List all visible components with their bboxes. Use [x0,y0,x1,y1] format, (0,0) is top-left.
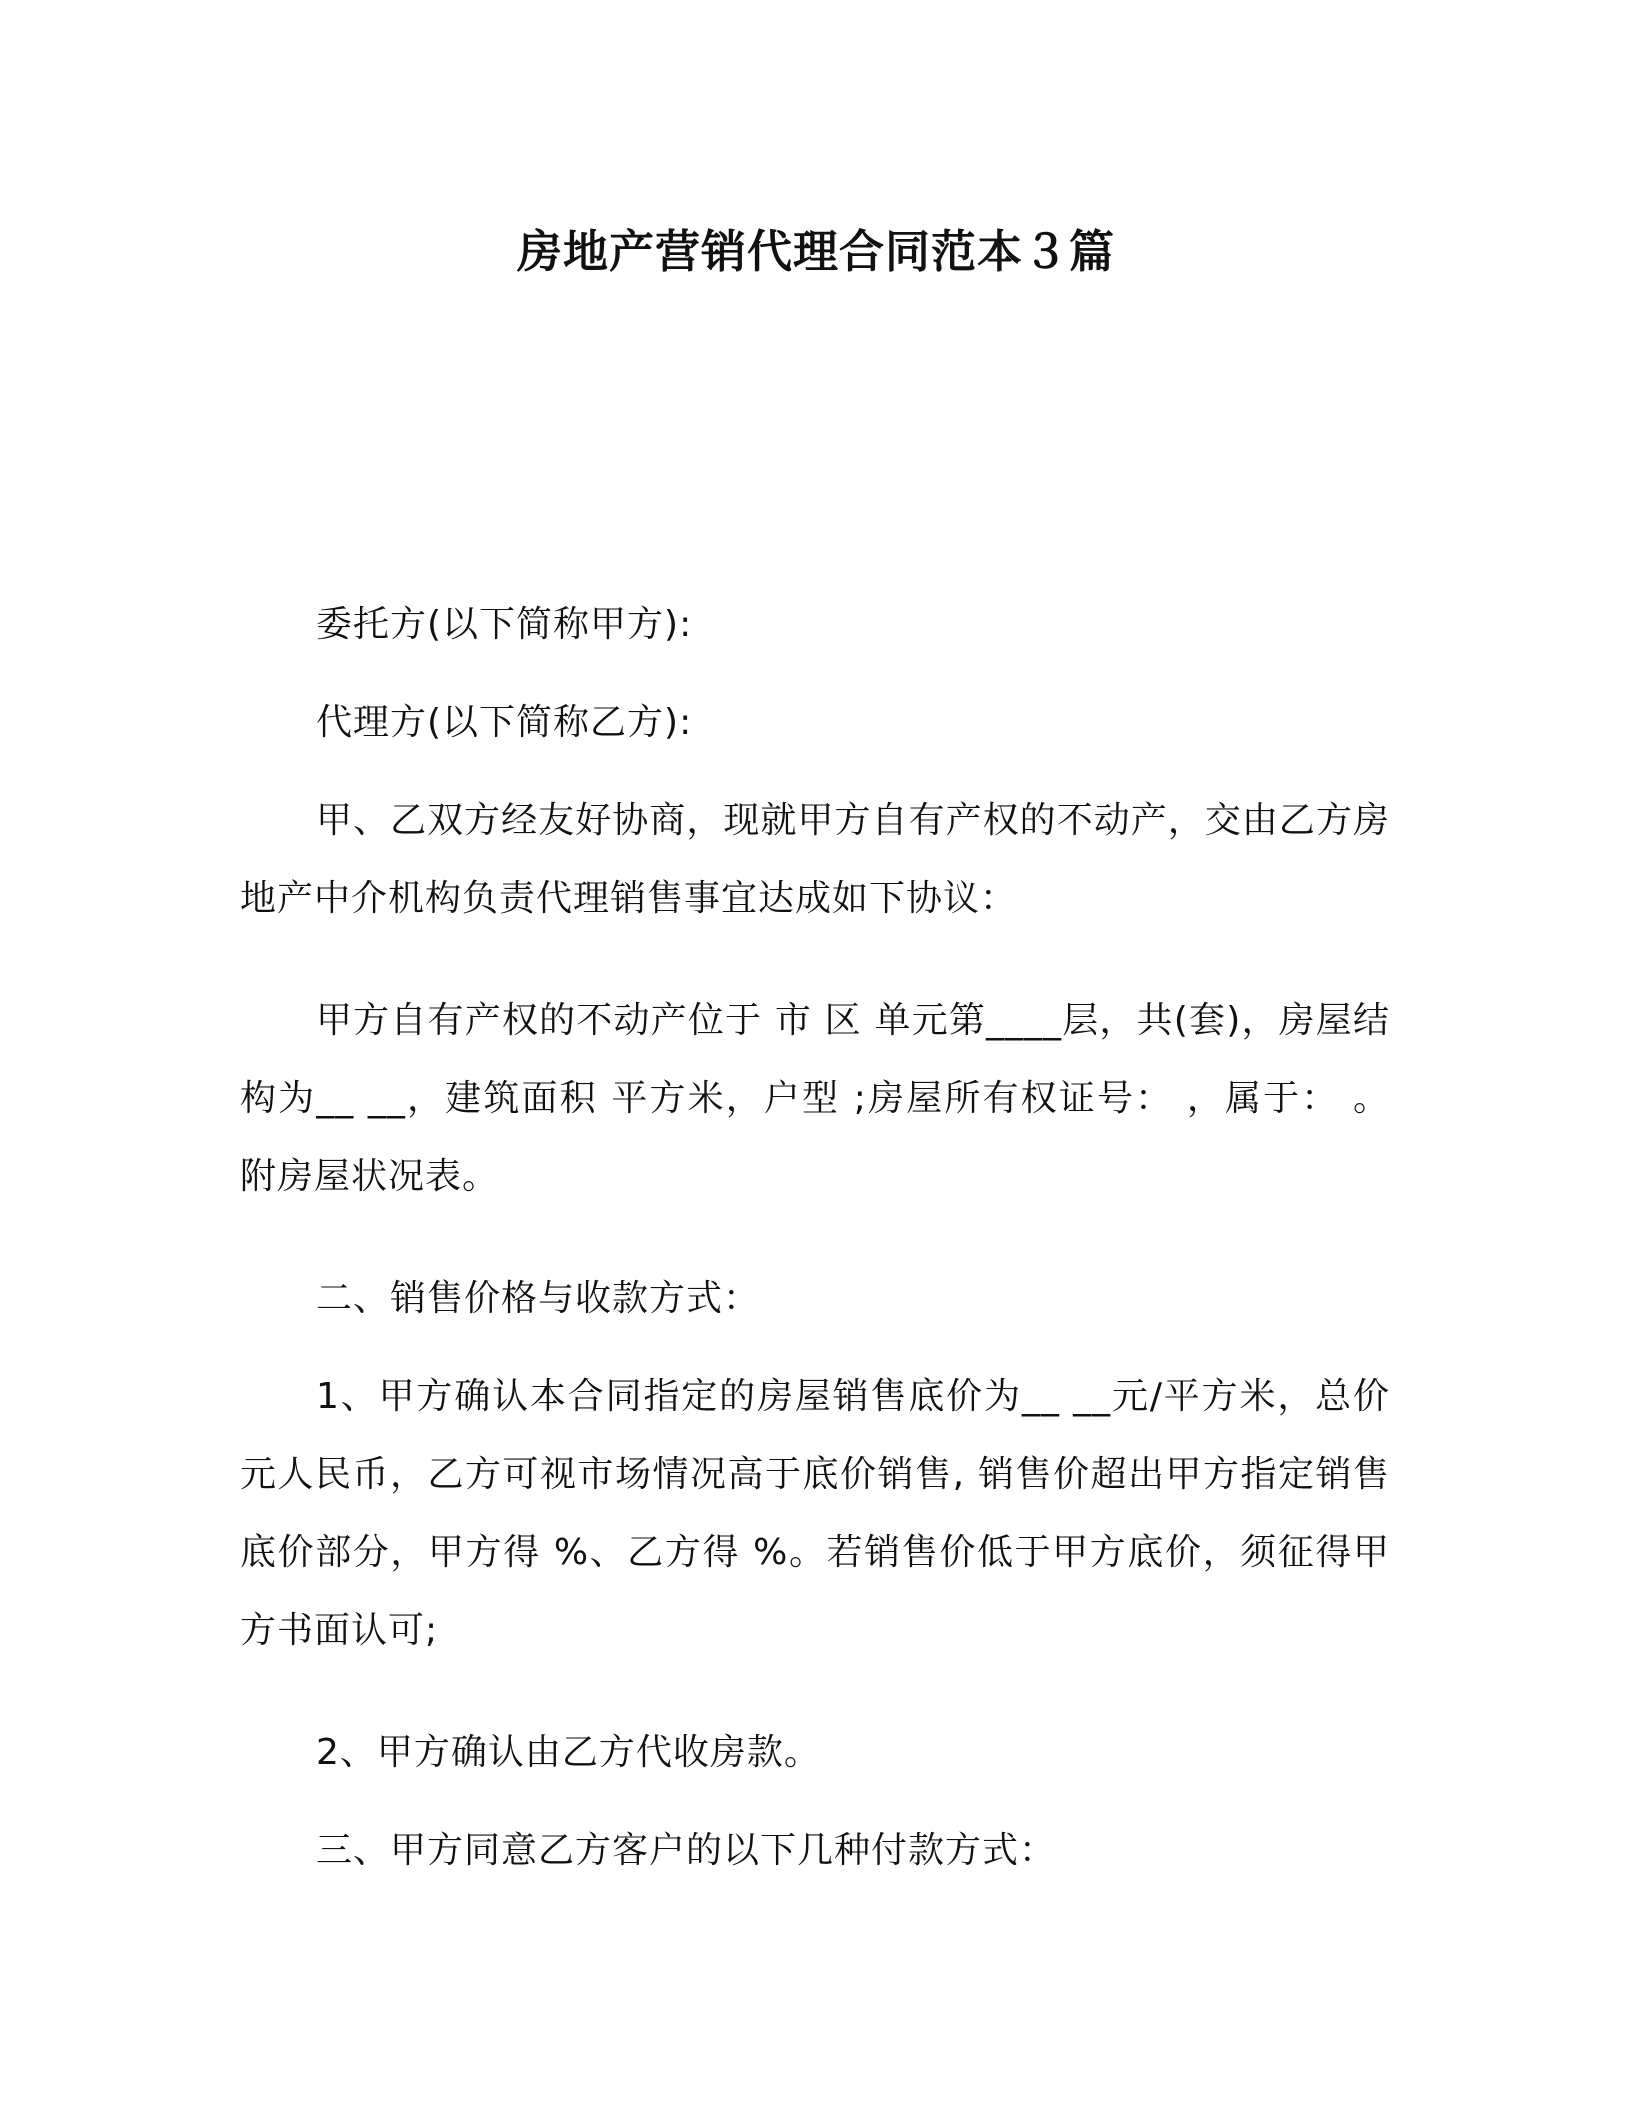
paragraph-property: 甲方自有产权的不动产位于 市 区 单元第____层，共(套)，房屋结构为__ __，建筑面积 平方米，户型 ;房屋所有权证号： ，属于： 。附房屋状况表。 [240,1000,1390,1197]
paragraph-price-1: 1、甲方确认本合同指定的房屋销售底价为__ __元/平方米，总价 元人民币，乙方可视市场情况高于底价销售, 销售价超出甲方指定销售底价部分，甲方得 %、乙方得 %。若销售价低于甲方底价，须征得甲方书面认可; [240,1376,1390,1651]
paragraph-agreement: 甲、乙双方经友好协商，现就甲方自有产权的不动产，交由乙方房地产中介机构负责代理销售事宜达成如下协议： [240,800,1390,919]
paragraph-principal: 委托方(以下简称甲方): [316,604,693,645]
document-title: 房地产营销代理合同范本３篇 [516,225,1115,278]
document-body [240,586,1390,1934]
paragraph-agent: 代理方(以下简称乙方): [316,702,693,743]
paragraph-price-2: 2、甲方确认由乙方代收房款。 [316,1732,821,1773]
section-heading-price: 二、销售价格与收款方式： [316,1278,761,1319]
section-heading-payment: 三、甲方同意乙方客户的以下几种付款方式： [316,1830,1057,1871]
